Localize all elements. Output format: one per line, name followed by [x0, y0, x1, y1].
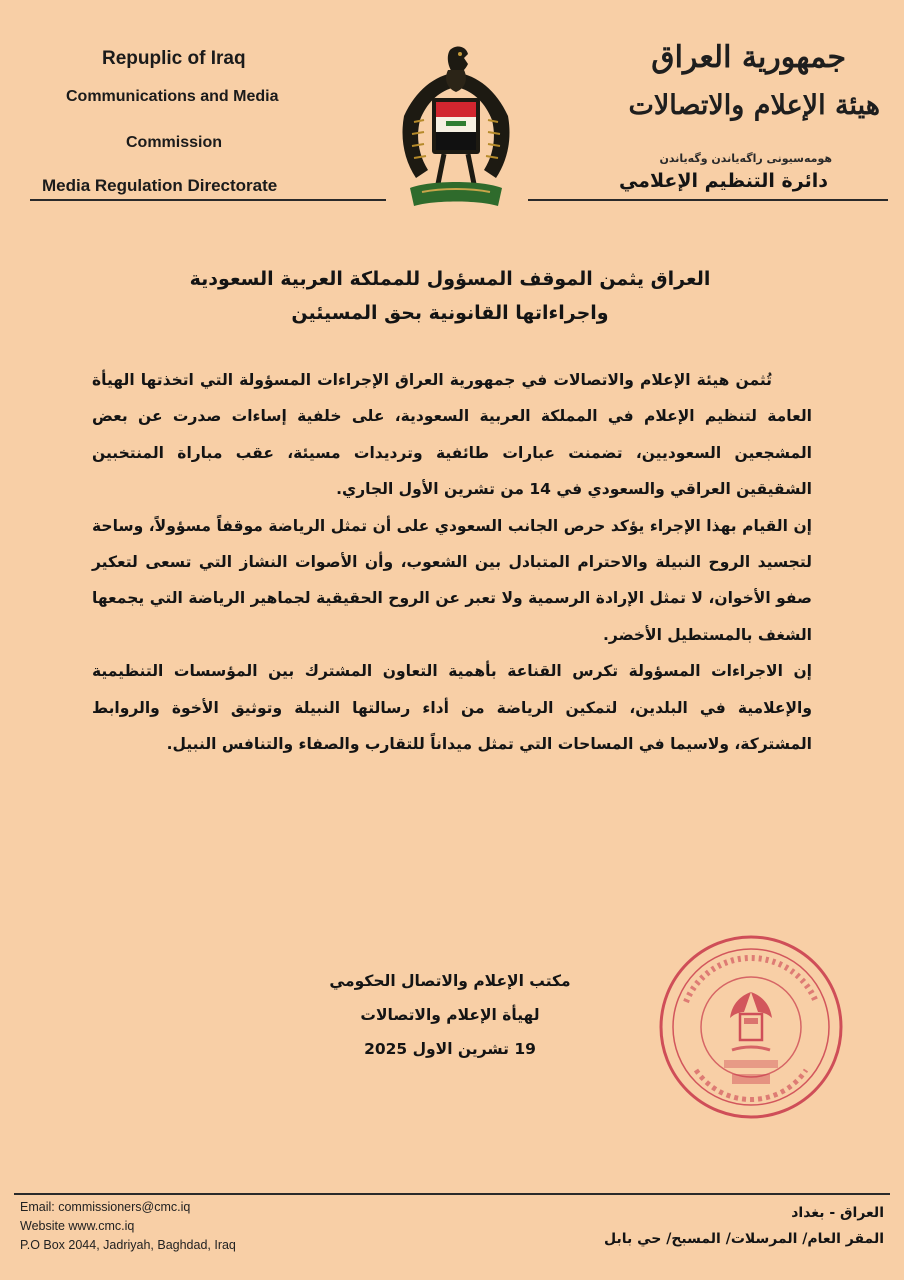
- letterhead-country: Repuplic of Iraq: [102, 48, 246, 69]
- body-paragraph-2: إن القيام بهذا الإجراء يؤكد حرص الجانب السعودي على أن تمثل الرياضة موقفاً مسؤولاً، وساحة لتجسيد الروح النبيلة والاحترام المتبادل بين الشعوب، وأن الأصوات النشاز التي تسعى لتعكير صفو الأخوان، لا تمثل الإرادة الرسمية ولا تعبر عن الروح الحقيقية لجماهير الرياضة التي يجمعها الشغف بالمستطيل الأخضر.: [92, 516, 812, 644]
- letterhead-directorate-arabic: دائرة التنظيم الإعلامي: [618, 170, 828, 192]
- official-seal-icon: [656, 932, 846, 1122]
- footer-headquarters: المقر العام/ المرسلات/ المسبح/ حي بابل: [603, 1231, 884, 1247]
- body-paragraph-3: إن الاجراءات المسؤولة تكرس القناعة بأهمية التعاون المشترك بين المؤسسات التنظيمية والإعلامية في البلدين، لتمكين الرياضة من أداء رسالتها النبيلة وتوثيق الأخوة والروابط المشتركة، ولاسيما في المساحات التي تمثل ميداناً للتقارب والصفاء والتنافس النبيل.: [92, 662, 812, 754]
- letter-title-line2: واجراءاتها القانونية بحق المسيئين: [291, 302, 609, 324]
- letterhead-commission-line2: Commission: [126, 134, 223, 151]
- footer-email: Email: commissioners@cmc.iq: [20, 1200, 191, 1214]
- letterhead-country-arabic: جمهورية العراق: [651, 40, 846, 75]
- footer-divider: [14, 1193, 890, 1195]
- letterhead-divider-right: [528, 199, 888, 201]
- signature-date: 19 تشرين الاول 2025: [364, 1040, 536, 1058]
- footer-website: Website www.cmc.iq: [20, 1219, 135, 1233]
- signature-commission: لهيأة الإعلام والاتصالات: [360, 1006, 540, 1024]
- letterhead-commission-kurdish: ھومەسیونی راگەیاندن وگەیاندن: [659, 152, 832, 165]
- letter-title-line1: العراق يثمن الموقف المسؤول للمملكة العربية السعودية: [189, 268, 711, 290]
- signature-block: [300, 964, 600, 1066]
- letterhead-commission-arabic: هيئة الإعلام والاتصالات: [628, 90, 880, 121]
- footer-address-arabic: [604, 1200, 884, 1252]
- letterhead-divider-left: [30, 199, 386, 201]
- footer-pobox: P.O Box 2044, Jadriyah, Baghdad, Iraq: [20, 1238, 236, 1252]
- iraq-eagle-emblem-icon: [394, 42, 518, 214]
- letterhead-commission-line1: Communications and Media: [66, 88, 279, 105]
- letter-body: [92, 362, 812, 762]
- letter-title: [140, 262, 760, 330]
- body-paragraph-1: تُثمن هيئة الإعلام والاتصالات في جمهورية العراق الإجراءات المسؤولة التي اتخذتها الهيأة العامة لتنظيم الإعلام في المملكة العربية السعودية، على خلفية إساءات صدرت عن بعض المشجعين السعوديين، تضمنت عبارات طائفية وترديدات مسيئة، عقب مباراة المنتخبين الشقيقين العراقي والسعودي في 14 من تشرين الأول الجاري.: [92, 371, 812, 499]
- footer-contact: [20, 1198, 236, 1255]
- signature-office: مكتب الإعلام والاتصال الحكومي: [329, 972, 571, 990]
- footer-city: العراق - بغداد: [791, 1205, 884, 1221]
- letterhead-directorate: Media Regulation Directorate: [42, 176, 278, 195]
